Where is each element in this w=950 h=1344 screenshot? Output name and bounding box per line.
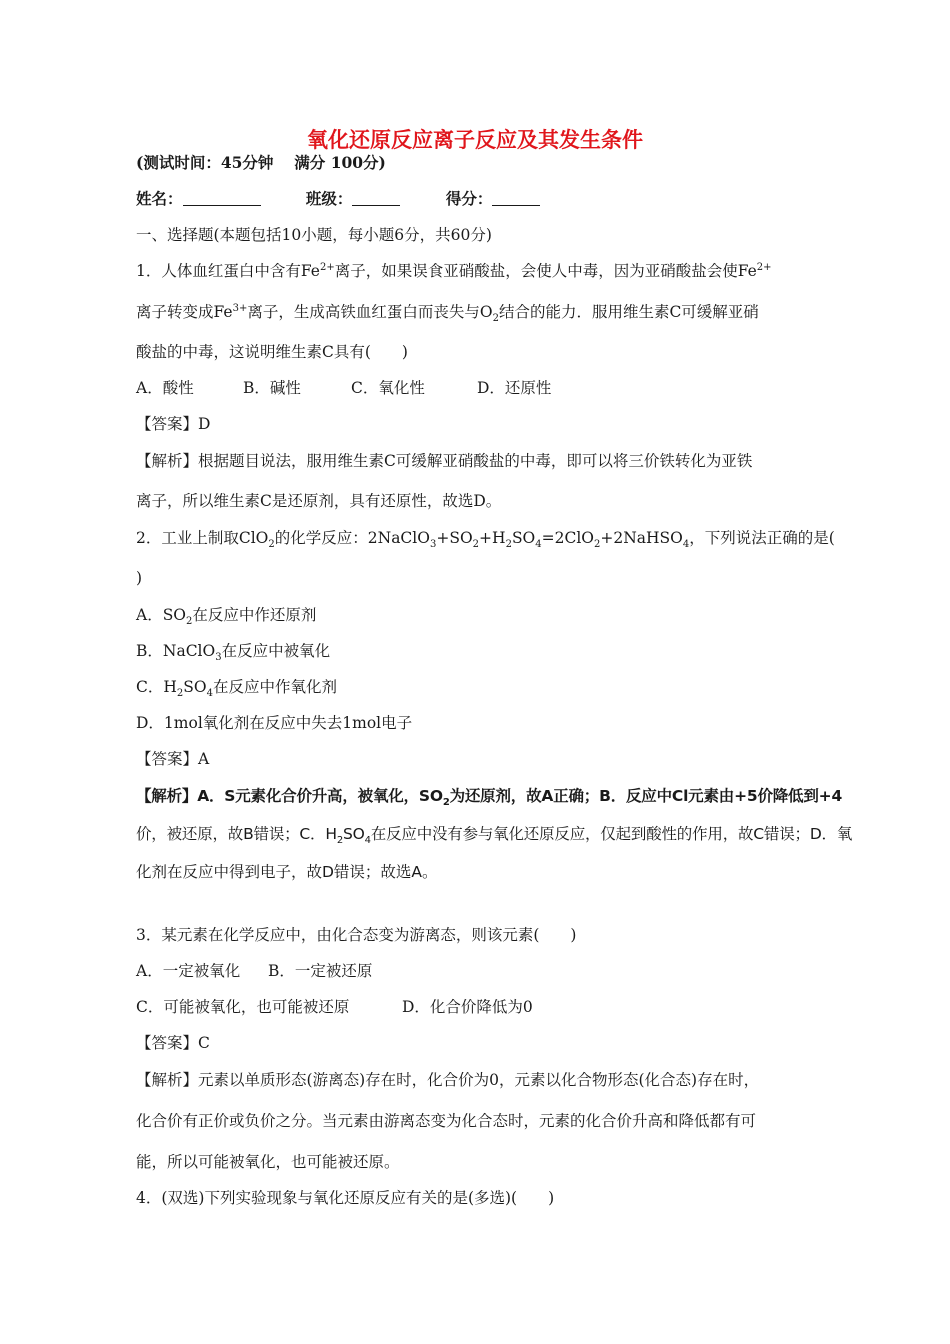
q2-answer: 【答案】A	[136, 750, 210, 768]
q1-option-c: C．氧化性	[351, 379, 425, 397]
q2-line1: 2．工业上制取ClO$_2$的化学反应：$2NaClO_3+SO_2+H_2SO_4=2ClO_2+2NaHSO_4$，下列说法正确的是(	[136, 529, 835, 551]
q2-option-a: A．$SO_2$在反应中作还原剂	[136, 606, 317, 628]
student-info-row	[136, 189, 540, 209]
q1-explanation-line2: 离子，所以维生素C是还原剂，具有还原性，故选D。	[136, 492, 502, 510]
q3-option-b: B．一定被还原	[268, 962, 373, 980]
q3-option-c: C．可能被氧化，也可能被还原	[136, 998, 350, 1016]
q1-explanation-line1: 【解析】根据题目说法，服用维生素C可缓解亚硝酸盐的中毒，即可以将三价铁转化为亚铁	[136, 452, 753, 470]
name-label: 姓名：	[136, 189, 183, 208]
name-blank	[183, 191, 261, 206]
q1-line1: 1．人体血红蛋白中含有$Fe^{2+}$离子，如果误食亚硝酸盐，会使人中毒，因为亚硝酸盐会使$Fe^{2+}$	[136, 261, 772, 280]
score-blank	[492, 191, 540, 206]
q3-options-row1	[136, 961, 372, 981]
q1-line2: 离子转变成$Fe^{3+}$离子，生成高铁血红蛋白而丧失与$O_2$结合的能力．服用维生素C可缓解亚硝	[136, 302, 759, 325]
q3-answer: 【答案】C	[136, 1034, 210, 1052]
q2-explanation-line2: 价，被还原，故B错误；C．$H_2SO_4$在反应中没有参与氧化还原反应，仅起到酸性的作用，故C错误；D．氧	[136, 825, 853, 847]
q2-option-d: D．1mol氧化剂在反应中失去1mol电子	[136, 714, 413, 732]
test-info: (测试时间：45分钟 满分 100分)	[136, 153, 386, 172]
class-blank	[352, 191, 400, 206]
section-heading: 一、选择题(本题包括10小题，每小题6分，共60分)	[136, 226, 492, 244]
q3-options-row2	[136, 997, 533, 1017]
q4-line1: 4．(双选)下列实验现象与氧化还原反应有关的是(多选)( )	[136, 1189, 555, 1207]
q1-option-b: B．碱性	[243, 379, 301, 397]
q3-explanation-line1: 【解析】元素以单质形态(游离态)存在时，化合价为0，元素以化合物形态(化合态)存在时，	[136, 1071, 760, 1089]
q2-explanation-line3: 化剂在反应中得到电子，故D错误；故选A。	[136, 863, 438, 881]
q1-answer: 【答案】D	[136, 415, 211, 433]
score-label: 得分：	[445, 189, 493, 208]
q3-explanation-line2: 化合价有正价或负价之分。当元素由游离态变为化合态时，元素的化合价升高和降低都有可	[136, 1112, 757, 1130]
q1-option-d: D．还原性	[477, 379, 552, 397]
q1-option-a: A．酸性	[136, 379, 194, 397]
class-label: 班级：	[305, 189, 353, 208]
q1-line3: 酸盐的中毒，这说明维生素C具有( )	[136, 343, 408, 361]
q3-line1: 3．某元素在化学反应中，由化合态变为游离态，则该元素( )	[136, 926, 577, 944]
q2-option-c: C．$H_2SO_4$在反应中作氧化剂	[136, 678, 337, 700]
q2-explanation-line1: 【解析】A．S元素化合价升高，被氧化，$SO_2$为还原剂，故A正确；B．反应中Cl元素由+5价降低到+4	[136, 787, 843, 809]
q3-option-a: A．一定被氧化	[136, 962, 241, 980]
q1-options	[136, 378, 551, 398]
q2-option-b: B．NaClO$_3$在反应中被氧化	[136, 642, 331, 664]
q3-explanation-line3: 能，所以可能被氧化，也可能被还原。	[136, 1153, 400, 1171]
q2-line2: )	[136, 569, 143, 587]
q3-option-d: D．化合价降低为0	[402, 998, 533, 1016]
document-title: 氧化还原反应离子反应及其发生条件	[307, 128, 643, 152]
